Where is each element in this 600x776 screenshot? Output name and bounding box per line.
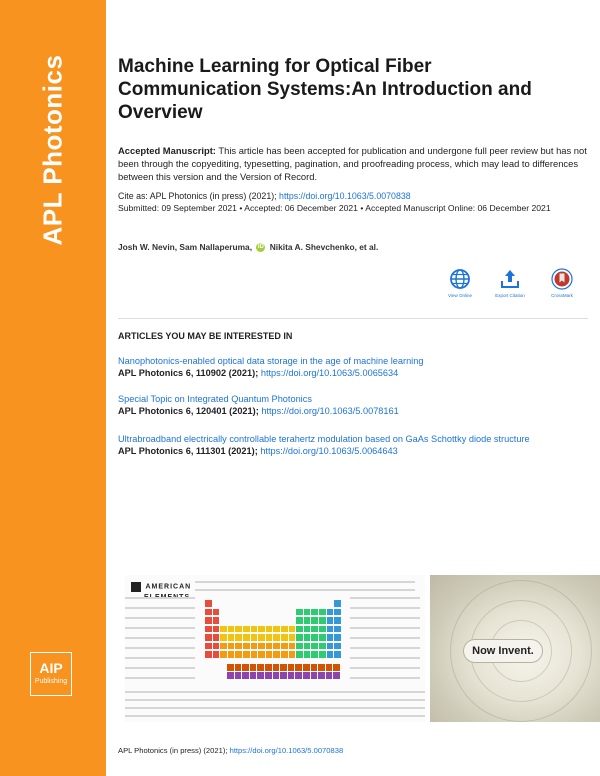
periodic-cell: [326, 672, 333, 679]
periodic-cell: [280, 672, 287, 679]
ad-text-line: [125, 677, 195, 679]
cite-as: [118, 190, 588, 202]
author-names-2: Nikita A. Shevchenko, et al.: [269, 242, 379, 252]
periodic-cell: [333, 672, 340, 679]
periodic-cell: [228, 643, 235, 650]
periodic-cell: [228, 651, 235, 658]
periodic-cell: [334, 617, 341, 624]
periodic-cell: [327, 626, 334, 633]
periodic-cell: [205, 600, 212, 607]
related-article: [118, 393, 588, 417]
periodic-cell: [334, 626, 341, 633]
periodic-cell: [304, 651, 311, 658]
periodic-cell: [251, 634, 258, 641]
periodic-cell: [319, 643, 326, 650]
ad-text-line: [125, 647, 195, 649]
periodic-cell: [228, 626, 235, 633]
ad-text-line: [125, 691, 425, 693]
periodic-cell: [250, 664, 257, 671]
periodic-cell: [288, 664, 295, 671]
page-footer: [118, 746, 343, 755]
periodic-cell: [235, 626, 242, 633]
article-title: Machine Learning for Optical Fiber Communication Systems:An Introduction and Overview: [118, 56, 532, 123]
related-article: [118, 433, 588, 457]
author-names-1: Josh W. Nevin, Sam Nallaperuma,: [118, 242, 253, 252]
periodic-cell: [258, 651, 265, 658]
export-citation-label: Export Citation: [495, 293, 525, 298]
periodic-cell: [235, 672, 242, 679]
periodic-cell: [243, 634, 250, 641]
periodic-cell: [257, 672, 264, 679]
ad-text-line: [125, 607, 195, 609]
advertisement-banner[interactable]: [125, 575, 600, 722]
periodic-cell: [281, 634, 288, 641]
periodic-cell: [205, 651, 212, 658]
aip-publishing-logo[interactable]: [30, 652, 72, 696]
periodic-cell: [296, 651, 303, 658]
periodic-cell: [235, 634, 242, 641]
periodic-cell: [251, 651, 258, 658]
publication-dates: Submitted: 09 September 2021 • Accepted: 06 December 2021 • Accepted Manuscript Online: 06 December 2021: [118, 203, 551, 213]
periodic-cell: [327, 617, 334, 624]
periodic-cell: [235, 651, 242, 658]
export-icon: [499, 268, 521, 290]
periodic-cell: [243, 626, 250, 633]
footer-doi-link[interactable]: https://doi.org/10.1063/5.0070838: [229, 746, 344, 755]
periodic-cell: [311, 634, 318, 641]
periodic-cell: [258, 626, 265, 633]
periodic-cell: [327, 634, 334, 641]
periodic-cell: [327, 651, 334, 658]
periodic-cell: [311, 626, 318, 633]
periodic-cell: [319, 651, 326, 658]
section-divider: [118, 318, 588, 319]
periodic-cell: [213, 609, 220, 616]
periodic-cell: [319, 617, 326, 624]
periodic-cell: [266, 643, 273, 650]
periodic-cell: [304, 609, 311, 616]
ad-text-line: [195, 581, 415, 583]
periodic-cell: [311, 617, 318, 624]
periodic-cell: [326, 664, 333, 671]
periodic-cell: [296, 634, 303, 641]
periodic-cell: [289, 651, 296, 658]
ae-logo-square-icon: [131, 582, 141, 592]
ad-text-line: [350, 657, 420, 659]
periodic-cell: [334, 609, 341, 616]
periodic-cell: [228, 634, 235, 641]
accepted-manuscript-notice: [118, 144, 588, 183]
periodic-cell: [319, 634, 326, 641]
periodic-table-graphic: [205, 600, 345, 680]
periodic-cell: [266, 626, 273, 633]
related-article-ref: [118, 405, 588, 417]
ad-periodic-area: [125, 575, 425, 722]
ad-text-line: [125, 637, 195, 639]
periodic-cell: [258, 634, 265, 641]
periodic-cell: [220, 626, 227, 633]
periodic-cell: [243, 643, 250, 650]
author-list: [118, 242, 588, 252]
periodic-cell: [273, 672, 280, 679]
periodic-cell: [227, 672, 234, 679]
periodic-cell: [266, 651, 273, 658]
periodic-cell: [304, 643, 311, 650]
periodic-cell: [273, 664, 280, 671]
related-article-title-link[interactable]: Nanophotonics-enabled optical data storage in the age of machine learning: [118, 356, 424, 366]
ad-brand-line1: AMERICAN: [145, 583, 192, 591]
periodic-cell: [303, 672, 310, 679]
related-article-title-link[interactable]: Special Topic on Integrated Quantum Photonics: [118, 394, 312, 404]
periodic-cell: [205, 609, 212, 616]
crossmark-button[interactable]: [542, 268, 582, 298]
periodic-cell: [303, 664, 310, 671]
ad-text-line: [125, 657, 195, 659]
periodic-cell: [280, 664, 287, 671]
ad-text-line: [125, 699, 425, 701]
periodic-cell: [311, 651, 318, 658]
related-article-citation: APL Photonics 6, 110902 (2021);: [118, 368, 259, 378]
periodic-cell: [281, 626, 288, 633]
periodic-cell: [296, 617, 303, 624]
periodic-cell: [288, 672, 295, 679]
periodic-cell: [265, 672, 272, 679]
ad-text-line: [350, 597, 420, 599]
periodic-cell: [334, 651, 341, 658]
ad-text-line: [350, 627, 420, 629]
ad-text-line: [125, 707, 425, 709]
periodic-cell: [242, 664, 249, 671]
related-article-citation: APL Photonics 6, 120401 (2021);: [118, 406, 259, 416]
periodic-cell: [258, 643, 265, 650]
periodic-cell: [334, 643, 341, 650]
ad-text-line: [125, 597, 195, 599]
periodic-cell: [289, 626, 296, 633]
periodic-cell: [318, 672, 325, 679]
periodic-cell: [304, 634, 311, 641]
periodic-cell: [334, 634, 341, 641]
journal-name-vertical: [0, 0, 106, 330]
ad-text-line: [125, 715, 425, 717]
related-articles-heading: ARTICLES YOU MAY BE INTERESTED IN: [118, 331, 293, 341]
ad-slogan: Now Invent.: [463, 639, 543, 663]
periodic-cell: [251, 626, 258, 633]
periodic-cell: [281, 643, 288, 650]
periodic-cell: [318, 664, 325, 671]
periodic-cell: [273, 643, 280, 650]
periodic-cell: [289, 643, 296, 650]
periodic-cell: [281, 651, 288, 658]
article-actions: [440, 268, 590, 304]
periodic-cell: [220, 634, 227, 641]
periodic-cell: [220, 651, 227, 658]
periodic-cell: [295, 672, 302, 679]
ad-text-line: [195, 589, 415, 591]
sidebar: [0, 0, 106, 776]
periodic-cell: [327, 643, 334, 650]
periodic-cell: [319, 626, 326, 633]
ad-text-line: [125, 667, 195, 669]
ad-text-line: [350, 677, 420, 679]
periodic-cell: [251, 643, 258, 650]
periodic-cell: [273, 651, 280, 658]
related-article: [118, 355, 588, 379]
related-article-citation: APL Photonics 6, 111301 (2021);: [118, 446, 258, 456]
periodic-cell: [213, 643, 220, 650]
periodic-cell: [311, 643, 318, 650]
ad-text-line: [350, 637, 420, 639]
periodic-cell: [257, 664, 264, 671]
globe-icon: [449, 268, 471, 290]
periodic-cell: [265, 664, 272, 671]
ad-text-line: [350, 617, 420, 619]
periodic-cell: [295, 664, 302, 671]
periodic-cell: [304, 626, 311, 633]
periodic-cell: [242, 672, 249, 679]
periodic-cell: [296, 609, 303, 616]
related-article-doi-link[interactable]: https://doi.org/10.1063/5.0065634: [260, 368, 399, 378]
periodic-cell: [311, 672, 318, 679]
view-online-button[interactable]: [440, 268, 480, 298]
view-online-label: View Online: [448, 293, 472, 298]
ad-text-line: [125, 627, 195, 629]
periodic-cell: [311, 609, 318, 616]
periodic-cell: [213, 651, 220, 658]
periodic-cell: [289, 634, 296, 641]
periodic-cell: [235, 643, 242, 650]
export-citation-button[interactable]: [490, 268, 530, 298]
related-article-doi-link[interactable]: https://doi.org/10.1063/5.0078161: [261, 406, 399, 416]
periodic-cell: [250, 672, 257, 679]
periodic-cell: [205, 634, 212, 641]
periodic-cell: [319, 609, 326, 616]
cite-prefix: Cite as: APL Photonics (in press) (2021);: [118, 191, 277, 201]
periodic-cell: [205, 617, 212, 624]
periodic-cell: [227, 664, 234, 671]
periodic-cell: [334, 600, 341, 607]
periodic-cell: [220, 643, 227, 650]
ad-text-line: [350, 647, 420, 649]
periodic-cell: [205, 643, 212, 650]
periodic-cell: [273, 634, 280, 641]
periodic-cell: [243, 651, 250, 658]
ad-text-line: [350, 607, 420, 609]
article-doi-link[interactable]: https://doi.org/10.1063/5.0070838: [279, 191, 411, 201]
related-article-doi-link[interactable]: https://doi.org/10.1063/5.0064643: [260, 446, 398, 456]
logo-publishing-text: Publishing: [34, 678, 68, 685]
related-article-ref: [118, 445, 588, 457]
periodic-cell: [333, 664, 340, 671]
periodic-cell: [304, 617, 311, 624]
journal-name: APL Photonics: [37, 54, 68, 246]
periodic-cell: [213, 634, 220, 641]
periodic-cell: [296, 626, 303, 633]
periodic-cell: [296, 643, 303, 650]
ad-text-line: [125, 617, 195, 619]
periodic-cell: [205, 626, 212, 633]
related-article-title-link[interactable]: Ultrabroadband electrically controllable terahertz modulation based on GaAs Schottky diode structure: [118, 434, 530, 444]
periodic-cell: [327, 609, 334, 616]
periodic-cell: [213, 617, 220, 624]
periodic-cell: [235, 664, 242, 671]
periodic-cell: [213, 626, 220, 633]
accepted-label: Accepted Manuscript:: [118, 145, 216, 156]
periodic-cell: [266, 634, 273, 641]
related-article-ref: [118, 367, 588, 379]
crossmark-label: CrossMark: [551, 293, 573, 298]
periodic-cell: [311, 664, 318, 671]
logo-aip-text: AIP: [39, 660, 63, 676]
crossmark-icon: [551, 268, 573, 290]
periodic-cell: [273, 626, 280, 633]
orcid-icon[interactable]: iD: [257, 244, 264, 251]
ad-text-line: [350, 667, 420, 669]
footer-citation: APL Photonics (in press) (2021);: [118, 746, 228, 755]
accepted-text: This article has been accepted for publication and undergone full peer review but has not been through the copyediting, typesetting, pagination, and proofreading process, which may lead to differences between this version and the Version of Record.: [118, 145, 587, 182]
